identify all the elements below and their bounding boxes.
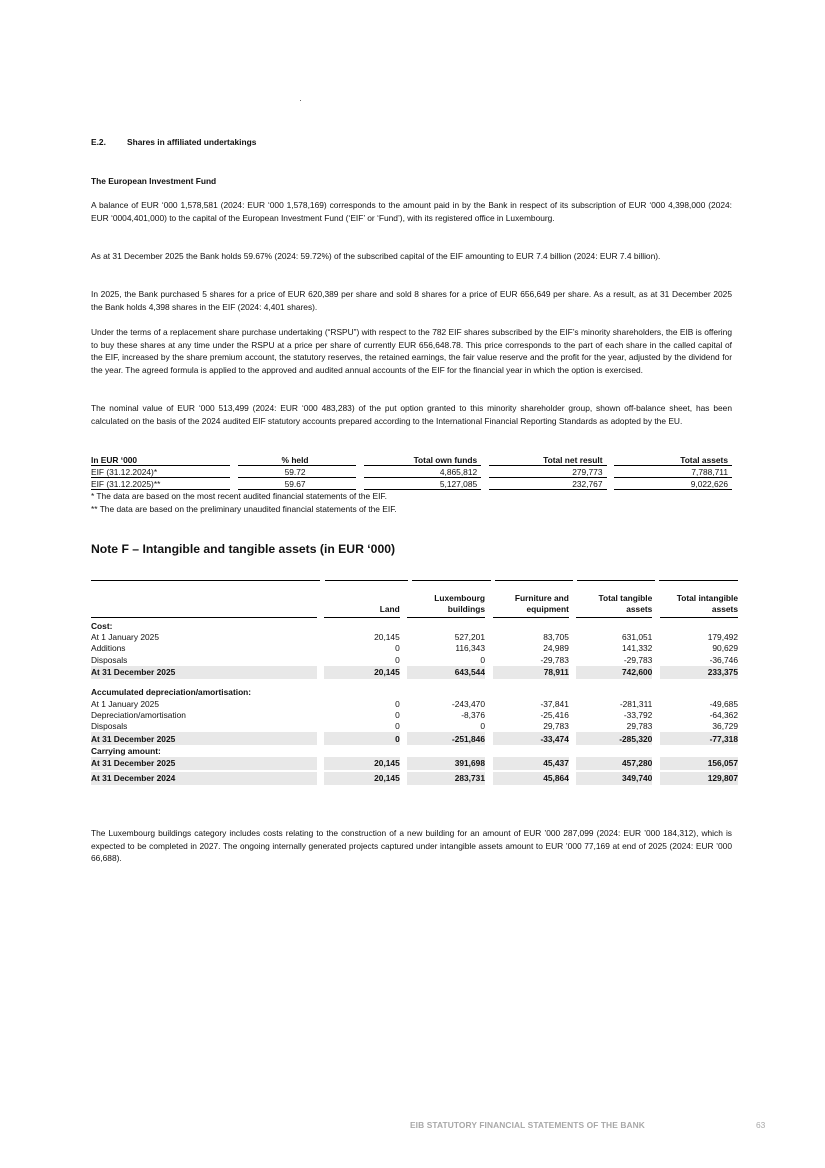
table-cell: 0 — [395, 721, 400, 732]
table-cell: 59.72 — [238, 466, 355, 478]
section-heading — [91, 137, 256, 147]
table-row — [91, 654, 738, 665]
eif-col-header: Total net result — [489, 453, 606, 466]
paragraph-rspu: Under the terms of a replacement share purchase undertaking (“RSPU”) with respect to the 782 EIF shares subscribed by the EIF’s minority shareholders, the EIB is offering to buy these shares at any time under the RSPU at a price per share of currently EUR 656,648.78. This price corresponds to the part of each share in the called capital of the EIF, increased by the share premium account, the statutory reserves, the retained earnings, the fair value reserve and the profit for the year, adjusted by the dividend for the year. The agreed formula is applied to the approved and audited annual accounts of the EIF for the financial year in which the option is exercised. — [91, 327, 732, 375]
subsection-title: The European Investment Fund — [91, 176, 217, 186]
row-label: Additions — [91, 643, 126, 654]
col-header-total-tangible: Total tangible assets — [598, 593, 653, 614]
table-cell: 391,698 — [407, 757, 485, 770]
table-cell: 45,437 — [493, 757, 569, 770]
table-cell: 20,145 — [324, 666, 399, 679]
row-label: At 31 December 2025 — [91, 732, 317, 745]
table-row — [91, 620, 738, 631]
table-cell: 233,375 — [660, 666, 738, 679]
table-cell: 24,989 — [543, 643, 569, 654]
table-top-rule — [577, 580, 655, 581]
paragraph-holding: As at 31 December 2025 the Bank holds 59.67% (2024: 59.72%) of the subscribed capital of the EIF amounting to EUR 7.4 billion (2024: EUR 7.4 billion). — [91, 251, 661, 261]
table-cell: EIF (31.12.2024)* — [91, 466, 230, 478]
total-row — [91, 732, 738, 745]
table-cell: 29,783 — [543, 721, 569, 732]
eif-col-header: Total own funds — [364, 453, 481, 466]
table-cell: 20,145 — [324, 757, 399, 770]
row-label: Disposals — [91, 721, 128, 732]
table-cell: 5,127,085 — [364, 478, 481, 490]
table-cell: 78,911 — [493, 666, 569, 679]
table-row — [91, 478, 732, 490]
paragraph-buildings-note: The Luxembourg buildings category includes costs relating to the construction of a new building for an amount of EUR ’000 287,099 (2024: EUR ’000 184,312), which is expected to be completed in 2027. The ongoing internally generated projects captured under intangible assets amount to EUR ’000 77,169 at end of 2025 (2024: EUR ’000 66,688). — [91, 828, 732, 864]
page-number: 63 — [756, 1120, 766, 1130]
total-row — [91, 757, 738, 770]
table-top-rule — [495, 580, 573, 581]
table-cell: 742,600 — [576, 666, 652, 679]
table-cell: 59.67 — [238, 478, 355, 490]
table-cell: 4,865,812 — [364, 466, 481, 478]
col-header-furniture: Furniture and equipment — [514, 593, 569, 614]
table-cell: 7,788,711 — [614, 466, 732, 478]
col-header-land: Land — [379, 604, 400, 614]
eif-table-header — [91, 453, 732, 466]
table-cell: 0 — [324, 732, 399, 745]
table-cell: 156,057 — [660, 757, 738, 770]
table-cell: -25,416 — [540, 710, 569, 721]
table-row — [91, 698, 738, 709]
table-cell: -281,311 — [619, 698, 653, 709]
footer-title: EIB STATUTORY FINANCIAL STATEMENTS OF THE BANK — [410, 1120, 645, 1130]
row-label: At 1 January 2025 — [91, 698, 159, 709]
row-label: Depreciation/amortisation — [91, 710, 186, 721]
table-cell: 20,145 — [374, 632, 400, 643]
table-row — [91, 709, 738, 720]
table-cell: 279,773 — [489, 466, 606, 478]
table-cell: 283,731 — [407, 772, 485, 785]
table-cell: 0 — [480, 721, 485, 732]
table-cell: -36,746 — [709, 654, 738, 665]
table-cell: 20,145 — [324, 772, 399, 785]
stray-dot — [300, 100, 301, 101]
footnote-audited: * The data are based on the most recent audited financial statements of the EIF. — [91, 491, 387, 501]
eif-col-header: In EUR ‘000 — [91, 453, 230, 466]
table-cell: 0 — [395, 698, 400, 709]
row-label: At 31 December 2025 — [91, 757, 317, 770]
table-cell: 45,864 — [493, 772, 569, 785]
table-top-rule — [325, 580, 408, 581]
paragraph-balance: A balance of EUR ‘000 1,578,581 (2024: EUR ‘000 1,578,169) corresponds to the amount paid in by the Bank in respect of its subscription of EUR ‘000 4,398,000 (2024: EUR ‘0004,401,000) to the capital of the European Investment Fund (‘EIF’ or ‘Fund’), with its registered office in Luxembourg. — [91, 200, 732, 223]
table-cell: -33,792 — [623, 710, 653, 721]
eif-col-header: % held — [238, 453, 355, 466]
table-cell: -33,474 — [493, 732, 569, 745]
table-row — [91, 466, 732, 478]
table-row — [91, 643, 738, 654]
table-cell: 0 — [395, 643, 400, 654]
section-number: E.2. — [91, 137, 106, 147]
section-title: Shares in affiliated undertakings — [127, 137, 257, 147]
table-cell: -49,685 — [709, 698, 738, 709]
table-row — [91, 721, 738, 732]
table-cell: -29,783 — [623, 654, 653, 665]
total-row — [91, 666, 738, 679]
table-cell: -77,318 — [660, 732, 738, 745]
footnote-unaudited: ** The data are based on the preliminary unaudited financial statements of the EIF. — [91, 504, 397, 514]
paragraph-purchases: In 2025, the Bank purchased 5 shares for a price of EUR 620,389 per share and sold 8 shares for a price of EUR 656,649 per share. As a result, as at 31 December 2025 the Bank holds 4,398 shares in the EIF (2024: 4,401 shares). — [91, 289, 732, 312]
table-cell: 232,767 — [489, 478, 606, 490]
eif-table — [91, 453, 732, 490]
table-cell: -37,841 — [540, 698, 569, 709]
table-row — [91, 687, 738, 698]
paragraph-nominal-value: The nominal value of EUR ‘000 513,499 (2024: EUR ‘000 483,283) of the put option granted to this minority shareholder group, shown off-balance sheet, has been calculated on the basis of the 2024 audited EIF statutory accounts prepared according to the International Financial Reporting Standards as adopted by the EU. — [91, 403, 732, 426]
col-header-buildings: Luxembourg buildings — [434, 593, 485, 614]
table-cell: 527,201 — [454, 632, 485, 643]
table-row — [91, 745, 738, 756]
row-label: At 31 December 2025 — [91, 666, 317, 679]
table-top-rule — [659, 580, 738, 581]
table-cell: -29,783 — [540, 654, 569, 665]
table-cell: EIF (31.12.2025)** — [91, 478, 230, 490]
table-cell: -285,320 — [576, 732, 652, 745]
table-cell: 29,783 — [626, 721, 653, 732]
table-cell: 9,022,626 — [614, 478, 732, 490]
group-label-carrying: Carrying amount: — [91, 745, 161, 756]
table-cell: 0 — [395, 710, 400, 721]
col-header-total-intangible: Total intangible assets — [676, 593, 738, 614]
assets-table — [91, 582, 738, 785]
table-cell: -64,362 — [709, 710, 738, 721]
table-cell: 129,807 — [660, 772, 738, 785]
group-label-cost: Cost: — [91, 620, 113, 631]
table-cell: 457,280 — [576, 757, 652, 770]
table-cell: 36,729 — [712, 721, 738, 732]
table-cell: 83,705 — [543, 632, 569, 643]
table-cell: 349,740 — [576, 772, 652, 785]
row-label: At 1 January 2025 — [91, 632, 159, 643]
note-f-title: Note F – Intangible and tangible assets (in EUR ‘000) — [91, 542, 396, 556]
table-cell: 643,544 — [407, 666, 485, 679]
table-cell: 116,343 — [455, 643, 485, 654]
eif-col-header: Total assets — [614, 453, 732, 466]
row-label: At 31 December 2024 — [91, 772, 317, 785]
table-cell: 141,332 — [622, 643, 653, 654]
table-cell: 631,051 — [622, 632, 653, 643]
table-cell: -251,846 — [407, 732, 485, 745]
table-cell: 0 — [480, 654, 485, 665]
row-label: Disposals — [91, 654, 128, 665]
table-row — [91, 631, 738, 642]
table-cell: 0 — [395, 654, 400, 665]
total-row — [91, 772, 738, 785]
table-top-rule — [91, 580, 320, 581]
table-cell: 179,492 — [707, 632, 738, 643]
table-cell: -8,376 — [461, 710, 485, 721]
assets-table-header — [91, 582, 738, 618]
table-top-rule — [412, 580, 491, 581]
table-cell: 90,629 — [712, 643, 738, 654]
group-label-accumulated: Accumulated depreciation/amortisation: — [91, 687, 252, 698]
table-cell: -243,470 — [451, 698, 485, 709]
